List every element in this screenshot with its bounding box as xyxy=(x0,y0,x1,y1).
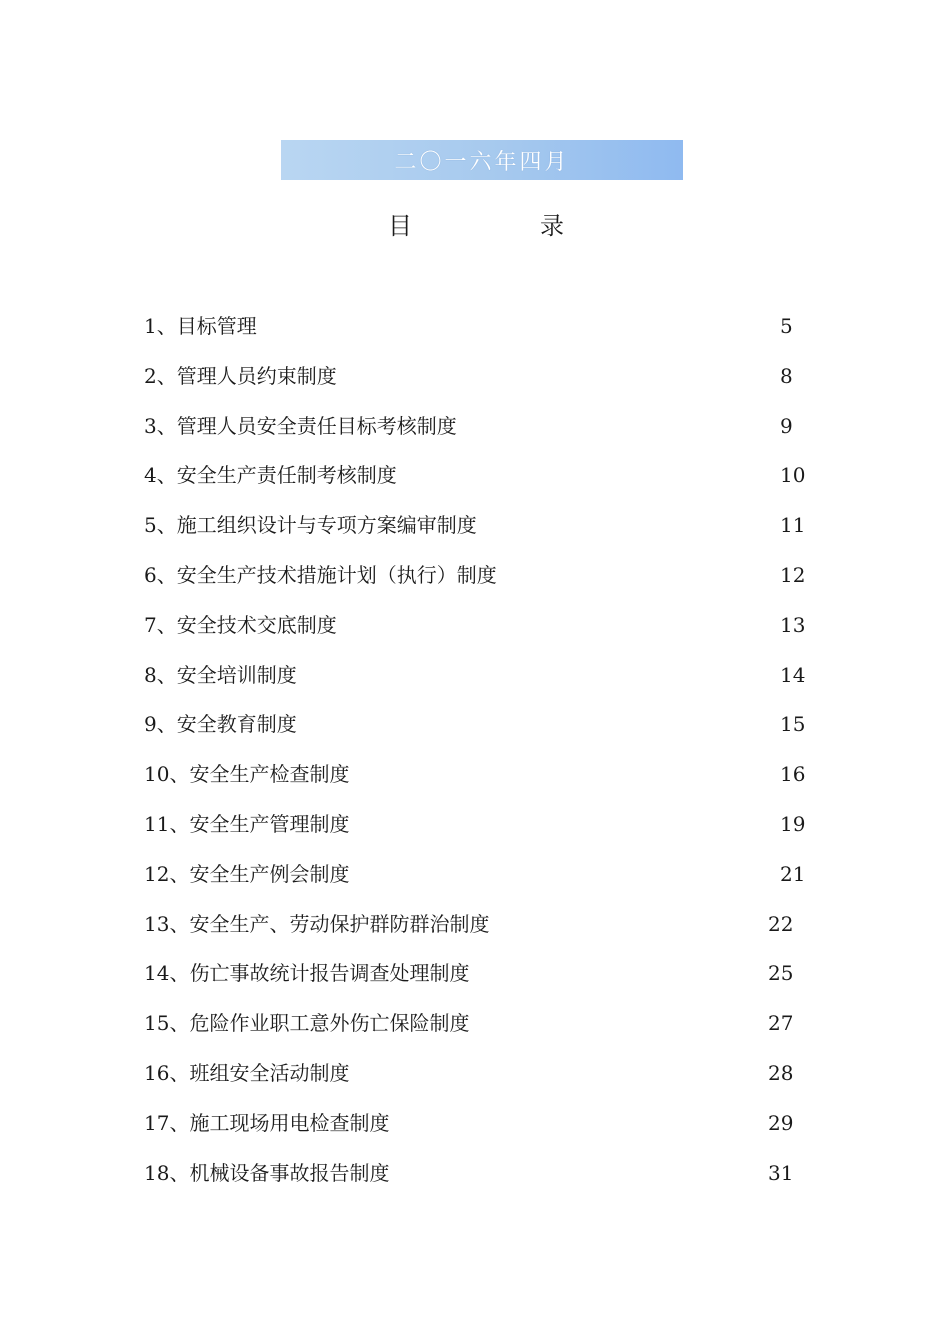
toc-entry-page: 9 xyxy=(780,413,793,438)
toc-entry[interactable] xyxy=(0,1152,950,1202)
toc-list xyxy=(0,305,950,1201)
toc-entry-label: 1、目标管理 xyxy=(144,314,257,338)
toc-entry-label: 13、安全生产、劳动保护群防群治制度 xyxy=(144,911,490,936)
toc-entry[interactable] xyxy=(0,903,950,953)
toc-entry-label: 4、安全生产责任制考核制度 xyxy=(144,463,397,488)
toc-entry-label: 6、安全生产技术措施计划（执行）制度 xyxy=(144,562,497,587)
toc-entry-label: 5、施工组织设计与专项方案编审制度 xyxy=(144,513,477,538)
toc-entry-label: 15、危险作业职工意外伤亡保险制度 xyxy=(144,1011,470,1036)
toc-entry-label: 16、班组安全活动制度 xyxy=(144,1060,350,1085)
toc-entry-page: 22 xyxy=(768,911,794,936)
toc-entry-page: 5 xyxy=(780,314,793,338)
toc-entry-page: 19 xyxy=(780,811,806,836)
toc-entry-label: 11、安全生产管理制度 xyxy=(144,811,350,836)
toc-entry-page: 10 xyxy=(780,463,806,488)
toc-title-left: 目 xyxy=(388,212,412,240)
toc-entry-label: 18、机械设备事故报告制度 xyxy=(144,1160,390,1185)
toc-entry[interactable] xyxy=(0,654,950,704)
toc-entry-label: 10、安全生产检查制度 xyxy=(144,762,350,787)
toc-entry-label: 17、施工现场用电检查制度 xyxy=(144,1110,390,1135)
toc-title-right: 录 xyxy=(540,212,564,240)
toc-entry-page: 31 xyxy=(768,1160,794,1185)
toc-entry-page: 11 xyxy=(780,513,806,538)
toc-entry[interactable] xyxy=(0,1052,950,1102)
toc-entry-page: 16 xyxy=(780,762,806,787)
toc-entry-label: 14、伤亡事故统计报告调查处理制度 xyxy=(144,961,470,986)
toc-entry-page: 21 xyxy=(780,861,806,886)
toc-entry[interactable] xyxy=(0,753,950,803)
toc-entry-label: 7、安全技术交底制度 xyxy=(144,612,337,637)
toc-entry[interactable] xyxy=(0,604,950,654)
toc-entry[interactable] xyxy=(0,703,950,753)
toc-entry[interactable] xyxy=(0,1002,950,1052)
toc-entry-label: 9、安全教育制度 xyxy=(144,712,297,737)
toc-entry-label: 2、管理人员约束制度 xyxy=(144,363,337,388)
toc-entry[interactable] xyxy=(0,504,950,554)
toc-entry-label: 3、管理人员安全责任目标考核制度 xyxy=(144,413,457,438)
toc-entry-page: 27 xyxy=(768,1011,794,1036)
toc-entry[interactable] xyxy=(0,803,950,853)
toc-entry[interactable] xyxy=(0,952,950,1002)
toc-entry-page: 25 xyxy=(768,961,794,986)
toc-entry-page: 8 xyxy=(780,363,793,388)
date-text: 二〇一六年四月 xyxy=(394,149,570,175)
toc-entry-label: 8、安全培训制度 xyxy=(144,662,297,687)
date-banner xyxy=(281,140,683,180)
toc-entry[interactable] xyxy=(0,1102,950,1152)
toc-entry-label: 12、安全生产例会制度 xyxy=(144,861,350,886)
toc-title xyxy=(0,208,950,244)
toc-entry-page: 29 xyxy=(768,1110,794,1135)
toc-entry-page: 13 xyxy=(780,612,806,637)
toc-entry[interactable] xyxy=(0,554,950,604)
toc-entry-page: 28 xyxy=(768,1060,794,1085)
toc-entry-page: 15 xyxy=(780,712,806,737)
toc-entry-page: 12 xyxy=(780,562,806,587)
toc-entry[interactable] xyxy=(0,355,950,405)
toc-entry[interactable] xyxy=(0,305,950,355)
toc-entry-page: 14 xyxy=(780,662,806,687)
toc-entry[interactable] xyxy=(0,853,950,903)
toc-entry[interactable] xyxy=(0,454,950,504)
toc-entry[interactable] xyxy=(0,405,950,455)
